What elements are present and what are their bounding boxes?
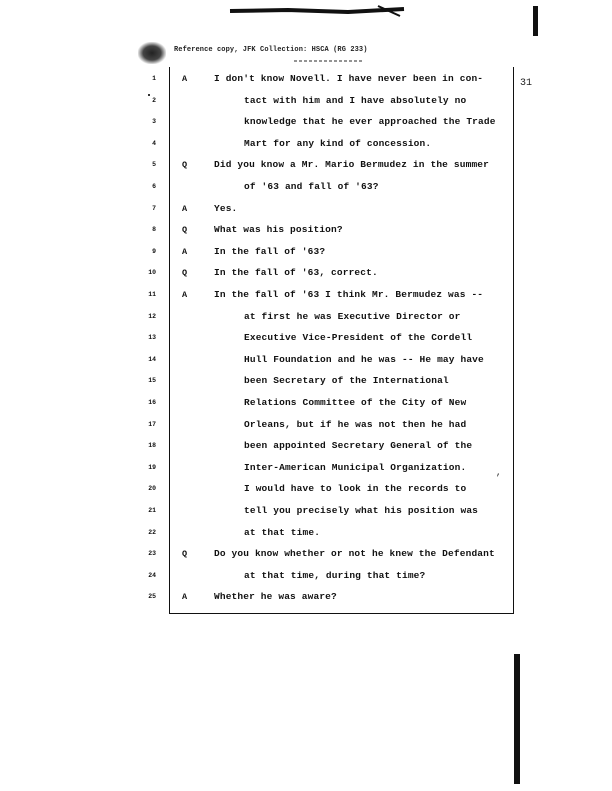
line-text: been Secretary of the International [244,375,449,387]
scan-smudge [138,42,166,64]
line-text: knowledge that he ever approached the Trade [244,116,496,128]
speaker-label: A [182,592,188,603]
line-text: In the fall of '63? [214,245,326,257]
transcript-line [0,418,612,432]
transcript-line [0,137,612,151]
line-number: 22 [148,528,156,536]
transcript-line [0,266,612,280]
speaker-label: Q [182,160,188,171]
line-number: 19 [148,463,156,471]
transcript-line [0,331,612,345]
line-text: Yes. [214,202,238,214]
line-text: Do you know whether or not he knew the Defendant [214,548,495,560]
line-text: tell you precisely what his position was [244,505,479,516]
line-text: Hull Foundation and he was -- He may have [244,353,484,365]
transcript-line [0,158,612,172]
line-text: What was his position? [214,224,343,236]
header-underline-marks [294,58,366,64]
transcript-line [0,526,612,540]
line-number: 14 [148,355,156,363]
transcript-line [0,396,612,410]
speaker-label: A [182,246,188,257]
line-number: 4 [152,139,156,147]
transcript-line [0,223,612,237]
line-text: Orleans, but if he was not then he had [244,418,467,430]
line-text: tact with him and I have absolutely no [244,94,467,106]
transcript-line [0,72,612,86]
line-text: Executive Vice-President of the Cordell [244,332,473,344]
collection-header: Reference copy, JFK Collection: HSCA (RG 233) [174,46,368,54]
line-text: Whether he was aware? [214,591,337,603]
speaker-label: Q [182,225,188,236]
line-number: 23 [148,550,156,558]
transcript-line [0,180,612,194]
line-number: 5 [152,161,156,169]
line-text: Mart for any kind of concession. [244,137,432,149]
line-number: 7 [152,204,156,212]
line-number: 18 [148,442,156,450]
transcript-line [0,461,612,475]
line-number: 10 [148,269,156,277]
speaker-label: A [182,74,188,84]
line-number: 24 [148,571,156,579]
transcript-line [0,310,612,324]
line-number: 2 [152,96,156,104]
top-scan-scribble [228,4,408,18]
line-text: Inter-American Municipal Organization. [244,461,467,473]
line-number: 17 [148,420,156,428]
line-number: 1 [152,75,156,82]
transcript-line [0,439,612,453]
transcript-line [0,94,612,108]
line-number: 21 [148,507,156,514]
line-number: 8 [152,226,156,234]
scan-edge-bar-top [533,6,538,36]
speaker-label: A [182,203,188,214]
transcript-line [0,202,612,216]
line-number: 9 [152,247,156,255]
transcript-line [0,115,612,129]
transcript-line [0,547,612,561]
line-number: 12 [148,312,156,320]
transcript-line [0,504,612,518]
line-text: In the fall of '63 I think Mr. Bermudez was -- [214,289,484,300]
line-text: I don't know Novell. I have never been in con- [214,73,484,84]
line-number: 20 [148,485,156,493]
speaker-label: Q [182,549,188,560]
scan-edge-bar-bottom [514,654,520,784]
transcript-line [0,590,612,604]
transcript-line [0,482,612,496]
transcript-line [0,288,612,302]
line-text: In the fall of '63, correct. [214,267,378,279]
line-number: 11 [148,291,156,298]
line-number: 6 [152,183,156,190]
speaker-label: A [182,290,188,300]
line-text: of '63 and fall of '63? [244,181,379,192]
line-text: at first he was Executive Director or [244,310,461,322]
transcript-line [0,374,612,388]
line-number: 16 [148,399,156,406]
line-number: 13 [148,334,156,342]
line-text: Relations Committee of the City of New [244,397,467,408]
line-number: 25 [148,593,156,601]
line-text: I would have to look in the records to [244,483,467,495]
speaker-label: Q [182,268,188,279]
page-number: 31 [520,78,533,89]
transcript-line [0,569,612,583]
line-text: at that time, during that time? [244,569,426,581]
line-text: been appointed Secretary General of the [244,440,473,452]
transcript-line [0,245,612,259]
line-text: at that time. [244,526,321,538]
pen-mark: , [496,468,502,478]
line-text: Did you know a Mr. Mario Bermudez in the summer [214,159,489,171]
transcript-line [0,353,612,367]
line-number: 3 [152,118,156,126]
line-number: 15 [148,377,156,385]
